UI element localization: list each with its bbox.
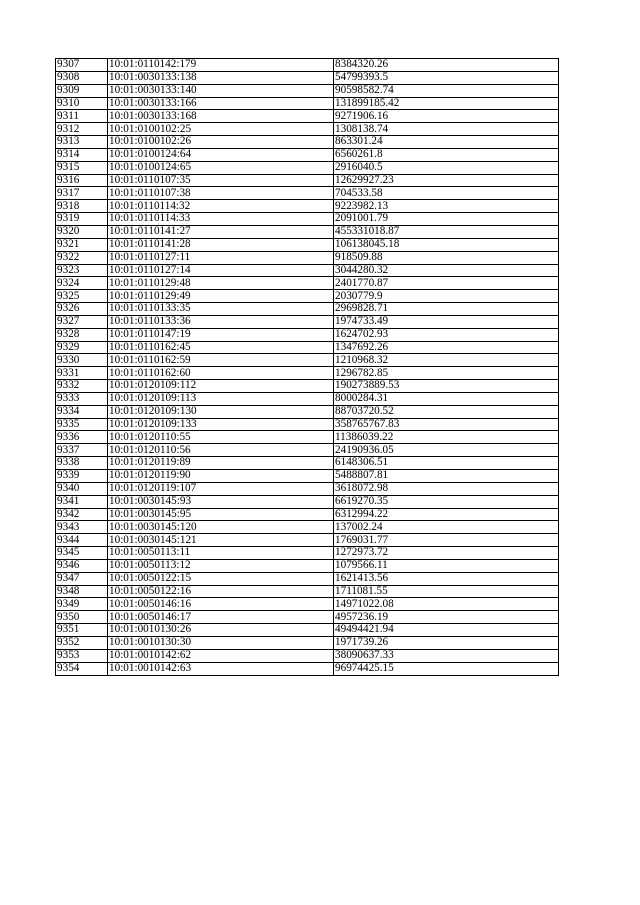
value-cell: 358765767.83 <box>334 418 559 431</box>
table-row <box>56 547 559 560</box>
table-row <box>56 611 559 624</box>
row-number-cell: 9338 <box>56 457 108 470</box>
value-cell: 54799393.5 <box>334 71 559 84</box>
value-cell: 131899185.42 <box>334 97 559 110</box>
table-row <box>56 559 559 572</box>
row-number-cell: 9350 <box>56 611 108 624</box>
table-row <box>56 354 559 367</box>
table-row <box>56 482 559 495</box>
table-row <box>56 200 559 213</box>
cadastral-number-cell: 10:01:0110142:179 <box>108 59 334 72</box>
table-row <box>56 97 559 110</box>
table-row <box>56 508 559 521</box>
row-number-cell: 9336 <box>56 431 108 444</box>
table-row <box>56 187 559 200</box>
table-row <box>56 470 559 483</box>
row-number-cell: 9326 <box>56 303 108 316</box>
table-row <box>56 71 559 84</box>
cadastral-number-cell: 10:01:0030133:168 <box>108 110 334 123</box>
row-number-cell: 9344 <box>56 534 108 547</box>
cadastral-number-cell: 10:01:0030145:95 <box>108 508 334 521</box>
row-number-cell: 9307 <box>56 59 108 72</box>
table-row <box>56 636 559 649</box>
row-number-cell: 9341 <box>56 495 108 508</box>
row-number-cell: 9331 <box>56 367 108 380</box>
value-cell: 88703720.52 <box>334 405 559 418</box>
cadastral-number-cell: 10:01:0030145:120 <box>108 521 334 534</box>
row-number-cell: 9339 <box>56 470 108 483</box>
cadastral-number-cell: 10:01:0110129:49 <box>108 290 334 303</box>
cadastral-number-cell: 10:01:0120119:107 <box>108 482 334 495</box>
value-cell: 96974425.15 <box>334 662 559 675</box>
cadastral-number-cell: 10:01:0110107:38 <box>108 187 334 200</box>
row-number-cell: 9317 <box>56 187 108 200</box>
value-cell: 6312994.22 <box>334 508 559 521</box>
table-row <box>56 649 559 662</box>
cadastral-number-cell: 10:01:0010142:63 <box>108 662 334 675</box>
value-cell: 1272973.72 <box>334 547 559 560</box>
cadastral-number-cell: 10:01:0010130:30 <box>108 636 334 649</box>
row-number-cell: 9309 <box>56 84 108 97</box>
cadastral-number-cell: 10:01:0100124:65 <box>108 161 334 174</box>
table-row <box>56 624 559 637</box>
value-cell: 2030779.9 <box>334 290 559 303</box>
value-cell: 918509.88 <box>334 251 559 264</box>
cadastral-number-cell: 10:01:0110141:28 <box>108 238 334 251</box>
table-row <box>56 444 559 457</box>
table-row <box>56 662 559 675</box>
value-cell: 8384320.26 <box>334 59 559 72</box>
cadastral-number-cell: 10:01:0050113:11 <box>108 547 334 560</box>
row-number-cell: 9330 <box>56 354 108 367</box>
row-number-cell: 9311 <box>56 110 108 123</box>
table-row <box>56 495 559 508</box>
row-number-cell: 9332 <box>56 380 108 393</box>
table-row <box>56 405 559 418</box>
cadastral-number-cell: 10:01:0110147:19 <box>108 328 334 341</box>
table-row <box>56 431 559 444</box>
row-number-cell: 9354 <box>56 662 108 675</box>
cadastral-number-cell: 10:01:0120109:113 <box>108 392 334 405</box>
cadastral-number-cell: 10:01:0110133:36 <box>108 315 334 328</box>
table-row <box>56 315 559 328</box>
value-cell: 2401770.87 <box>334 277 559 290</box>
cadastral-number-cell: 10:01:0120109:133 <box>108 418 334 431</box>
cadastral-number-cell: 10:01:0030133:166 <box>108 97 334 110</box>
value-cell: 704533.58 <box>334 187 559 200</box>
table-row <box>56 251 559 264</box>
cadastral-number-cell: 10:01:0120119:89 <box>108 457 334 470</box>
row-number-cell: 9318 <box>56 200 108 213</box>
table-row <box>56 457 559 470</box>
table-row <box>56 238 559 251</box>
cadastral-number-cell: 10:01:0050122:15 <box>108 572 334 585</box>
table-row <box>56 213 559 226</box>
cadastral-number-cell: 10:01:0010142:62 <box>108 649 334 662</box>
cadastral-number-cell: 10:01:0110162:59 <box>108 354 334 367</box>
cadastral-number-cell: 10:01:0120109:112 <box>108 380 334 393</box>
row-number-cell: 9343 <box>56 521 108 534</box>
table-body <box>56 59 559 676</box>
cadastral-number-cell: 10:01:0030145:121 <box>108 534 334 547</box>
row-number-cell: 9348 <box>56 585 108 598</box>
cadastral-number-cell: 10:01:0010130:26 <box>108 624 334 637</box>
table-row <box>56 161 559 174</box>
value-cell: 4957236.19 <box>334 611 559 624</box>
table-row <box>56 585 559 598</box>
value-cell: 14971022.08 <box>334 598 559 611</box>
value-cell: 90598582.74 <box>334 84 559 97</box>
value-cell: 8000284.31 <box>334 392 559 405</box>
value-cell: 6560261.8 <box>334 148 559 161</box>
row-number-cell: 9346 <box>56 559 108 572</box>
row-number-cell: 9327 <box>56 315 108 328</box>
table-row <box>56 418 559 431</box>
value-cell: 863301.24 <box>334 136 559 149</box>
value-cell: 24190936.05 <box>334 444 559 457</box>
value-cell: 5488807.81 <box>334 470 559 483</box>
row-number-cell: 9328 <box>56 328 108 341</box>
row-number-cell: 9335 <box>56 418 108 431</box>
table-row <box>56 392 559 405</box>
row-number-cell: 9324 <box>56 277 108 290</box>
cadastral-number-cell: 10:01:0100124:64 <box>108 148 334 161</box>
cadastral-number-cell: 10:01:0120110:56 <box>108 444 334 457</box>
value-cell: 3044280.32 <box>334 264 559 277</box>
table-row <box>56 277 559 290</box>
table-row <box>56 572 559 585</box>
row-number-cell: 9325 <box>56 290 108 303</box>
table-row <box>56 380 559 393</box>
cadastral-number-cell: 10:01:0050146:16 <box>108 598 334 611</box>
row-number-cell: 9342 <box>56 508 108 521</box>
value-cell: 106138045.18 <box>334 238 559 251</box>
cadastral-number-cell: 10:01:0120110:55 <box>108 431 334 444</box>
value-cell: 1974733.49 <box>334 315 559 328</box>
cadastral-number-cell: 10:01:0110129:48 <box>108 277 334 290</box>
row-number-cell: 9353 <box>56 649 108 662</box>
value-cell: 2916040.5 <box>334 161 559 174</box>
cadastral-number-cell: 10:01:0050113:12 <box>108 559 334 572</box>
table-row <box>56 84 559 97</box>
cadastral-number-cell: 10:01:0110162:45 <box>108 341 334 354</box>
data-table <box>55 58 559 676</box>
row-number-cell: 9320 <box>56 225 108 238</box>
value-cell: 49494421.94 <box>334 624 559 637</box>
row-number-cell: 9351 <box>56 624 108 637</box>
value-cell: 190273889.53 <box>334 380 559 393</box>
value-cell: 1347692.26 <box>334 341 559 354</box>
cadastral-number-cell: 10:01:0050146:17 <box>108 611 334 624</box>
value-cell: 9271906.16 <box>334 110 559 123</box>
row-number-cell: 9315 <box>56 161 108 174</box>
cadastral-number-cell: 10:01:0110127:14 <box>108 264 334 277</box>
value-cell: 2969828.71 <box>334 303 559 316</box>
row-number-cell: 9337 <box>56 444 108 457</box>
value-cell: 12629927.23 <box>334 174 559 187</box>
cadastral-number-cell: 10:01:0030133:138 <box>108 71 334 84</box>
table-row <box>56 123 559 136</box>
value-cell: 1769031.77 <box>334 534 559 547</box>
table-row <box>56 598 559 611</box>
value-cell: 1079566.11 <box>334 559 559 572</box>
table-row <box>56 59 559 72</box>
table-row <box>56 341 559 354</box>
cadastral-number-cell: 10:01:0110141:27 <box>108 225 334 238</box>
row-number-cell: 9323 <box>56 264 108 277</box>
value-cell: 6619270.35 <box>334 495 559 508</box>
table-row <box>56 328 559 341</box>
row-number-cell: 9310 <box>56 97 108 110</box>
row-number-cell: 9313 <box>56 136 108 149</box>
row-number-cell: 9321 <box>56 238 108 251</box>
table-row <box>56 110 559 123</box>
value-cell: 2091001.79 <box>334 213 559 226</box>
row-number-cell: 9334 <box>56 405 108 418</box>
cadastral-number-cell: 10:01:0110127:11 <box>108 251 334 264</box>
value-cell: 9223982.13 <box>334 200 559 213</box>
value-cell: 6148306.51 <box>334 457 559 470</box>
value-cell: 1624702.93 <box>334 328 559 341</box>
value-cell: 3618072.98 <box>334 482 559 495</box>
cadastral-number-cell: 10:01:0120119:90 <box>108 470 334 483</box>
row-number-cell: 9347 <box>56 572 108 585</box>
table-row <box>56 264 559 277</box>
cadastral-number-cell: 10:01:0100102:26 <box>108 136 334 149</box>
row-number-cell: 9352 <box>56 636 108 649</box>
table-row <box>56 521 559 534</box>
cadastral-number-cell: 10:01:0100102:25 <box>108 123 334 136</box>
table-row <box>56 367 559 380</box>
row-number-cell: 9316 <box>56 174 108 187</box>
row-number-cell: 9314 <box>56 148 108 161</box>
table-row <box>56 174 559 187</box>
row-number-cell: 9333 <box>56 392 108 405</box>
value-cell: 455331018.87 <box>334 225 559 238</box>
value-cell: 1711081.55 <box>334 585 559 598</box>
value-cell: 1210968.32 <box>334 354 559 367</box>
value-cell: 137002.24 <box>334 521 559 534</box>
cadastral-number-cell: 10:01:0110114:33 <box>108 213 334 226</box>
cadastral-number-cell: 10:01:0050122:16 <box>108 585 334 598</box>
value-cell: 1621413.56 <box>334 572 559 585</box>
row-number-cell: 9345 <box>56 547 108 560</box>
cadastral-number-cell: 10:01:0110133:35 <box>108 303 334 316</box>
row-number-cell: 9308 <box>56 71 108 84</box>
cadastral-number-cell: 10:01:0110114:32 <box>108 200 334 213</box>
row-number-cell: 9349 <box>56 598 108 611</box>
table-row <box>56 136 559 149</box>
cadastral-number-cell: 10:01:0110162:60 <box>108 367 334 380</box>
table-row <box>56 148 559 161</box>
row-number-cell: 9340 <box>56 482 108 495</box>
table-row <box>56 303 559 316</box>
cadastral-number-cell: 10:01:0030133:140 <box>108 84 334 97</box>
table-row <box>56 290 559 303</box>
value-cell: 38090637.33 <box>334 649 559 662</box>
value-cell: 11386039.22 <box>334 431 559 444</box>
cadastral-number-cell: 10:01:0110107:35 <box>108 174 334 187</box>
value-cell: 1971739.26 <box>334 636 559 649</box>
cadastral-number-cell: 10:01:0030145:93 <box>108 495 334 508</box>
row-number-cell: 9319 <box>56 213 108 226</box>
table-row <box>56 225 559 238</box>
row-number-cell: 9322 <box>56 251 108 264</box>
cadastral-number-cell: 10:01:0120109:130 <box>108 405 334 418</box>
value-cell: 1296782.85 <box>334 367 559 380</box>
table-row <box>56 534 559 547</box>
row-number-cell: 9312 <box>56 123 108 136</box>
row-number-cell: 9329 <box>56 341 108 354</box>
value-cell: 1308138.74 <box>334 123 559 136</box>
